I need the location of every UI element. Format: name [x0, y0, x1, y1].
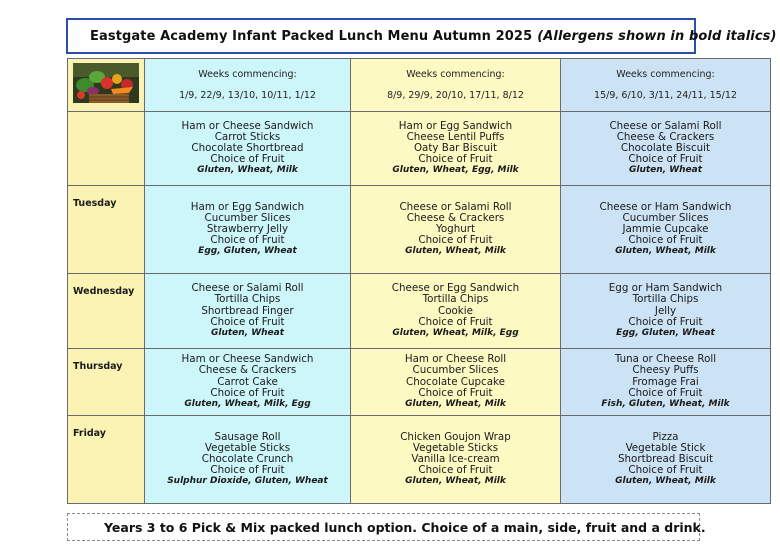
menu-item: Choice of Fruit: [628, 315, 703, 328]
menu-item: Sausage Roll: [214, 430, 281, 443]
menu-item: Cheese or Egg Sandwich: [391, 282, 520, 295]
menu-cell: [561, 349, 771, 416]
menu-item: Egg or Ham Sandwich: [608, 282, 723, 295]
day-label: Thursday: [68, 349, 145, 416]
allergen-list: Gluten, Wheat, Milk, Egg: [392, 327, 519, 338]
menu-cell: [145, 186, 351, 274]
menu-item: Choice of Fruit: [210, 234, 285, 247]
day-label: Friday: [68, 416, 145, 504]
menu-item: Choice of Fruit: [628, 234, 703, 247]
menu-item: Cheesy Puffs: [632, 364, 699, 377]
menu-item: Oaty Bar Biscuit: [413, 142, 498, 154]
allergen-list: Gluten, Wheat, Egg, Milk: [392, 165, 519, 176]
menu-item: Choice of Fruit: [418, 315, 493, 328]
week-label: Weeks commencing:: [406, 69, 505, 80]
menu-item: Choice of Fruit: [418, 464, 493, 477]
week-dates: 1/9, 22/9, 13/10, 10/11, 1/12: [179, 90, 316, 101]
menu-item: Chocolate Shortbread: [191, 142, 304, 154]
menu-cell: [561, 186, 771, 274]
menu-title: [66, 18, 777, 54]
menu-cell: [145, 416, 351, 504]
day-label: Tuesday: [68, 186, 145, 274]
header-row: [68, 59, 771, 112]
day-row: [68, 274, 771, 349]
day-label: [68, 112, 145, 186]
menu-table-body: [68, 59, 771, 504]
menu-cell: [145, 112, 351, 186]
allergen-list: Gluten, Wheat, Milk: [405, 476, 506, 487]
allergen-list: Gluten, Wheat, Milk: [615, 246, 716, 257]
menu-item: Carrot Sticks: [214, 130, 281, 143]
menu-item: Shortbread Biscuit: [617, 453, 713, 465]
pick-and-mix-note: [67, 513, 706, 541]
day-row: [68, 349, 771, 416]
allergen-list: Gluten, Wheat: [210, 327, 285, 338]
menu-item: Cheese or Salami Roll: [399, 200, 512, 213]
allergen-list: Gluten, Wheat, Milk: [615, 476, 716, 487]
menu-cell: [351, 349, 561, 416]
menu-item: Ham or Egg Sandwich: [398, 119, 513, 132]
allergen-list: Sulphur Dioxide, Gluten, Wheat: [167, 476, 328, 487]
menu-item: Chocolate Crunch: [201, 453, 294, 465]
menu-item: Choice of Fruit: [628, 464, 703, 477]
menu-cell: [561, 416, 771, 504]
menu-item: Choice of Fruit: [210, 464, 285, 477]
menu-item: Yoghurt: [435, 223, 476, 235]
menu-cell: [561, 274, 771, 349]
allergen-list: Egg, Gluten, Wheat: [616, 327, 715, 338]
week-label: Weeks commencing:: [198, 69, 297, 80]
title-main: Eastgate Academy Infant Packed Lunch Menu Autumn 2025: [90, 28, 533, 44]
menu-item: Choice of Fruit: [418, 234, 493, 247]
menu-item: Shortbread Finger: [201, 304, 294, 317]
menu-item: Cheese or Salami Roll: [609, 119, 722, 132]
title-allergen-note: (Allergens shown in bold italics): [537, 28, 777, 44]
allergen-list: Gluten, Wheat, Milk: [197, 165, 298, 176]
day-row: [68, 416, 771, 504]
menu-cell: [351, 416, 561, 504]
week-header-1: [145, 59, 351, 112]
menu-item: Choice of Fruit: [418, 386, 493, 399]
menu-item: Carrot Cake: [217, 375, 278, 388]
week-header-2: [351, 59, 561, 112]
menu-item: Strawberry Jelly: [206, 223, 289, 235]
menu-item: Vegetable Sticks: [412, 441, 499, 454]
menu-item: Chicken Goujon Wrap: [400, 430, 511, 443]
week-dates: 8/9, 29/9, 20/10, 17/11, 8/12: [387, 90, 524, 101]
menu-item: Cheese & Crackers: [198, 364, 297, 377]
menu-item: Fromage Frai: [632, 375, 699, 388]
menu-item: Vegetable Sticks: [204, 441, 291, 454]
menu-item: Cheese or Salami Roll: [191, 282, 304, 295]
menu-item: Ham or Cheese Sandwich: [181, 353, 314, 366]
menu-item: Cheese & Crackers: [406, 211, 505, 224]
footer-text: Years 3 to 6 Pick & Mix packed lunch option. Choice of a main, side, fruit and a drink.: [104, 519, 706, 535]
menu-item: Cookie: [438, 304, 473, 317]
menu-item: Choice of Fruit: [210, 153, 285, 166]
menu-item: Tortilla Chips: [632, 293, 699, 306]
allergen-list: Gluten, Wheat, Milk: [405, 246, 506, 257]
menu-item: Vegetable Stick: [625, 441, 706, 454]
menu-item: Ham or Egg Sandwich: [190, 200, 305, 213]
day-row: [68, 112, 771, 186]
menu-item: Tuna or Cheese Roll: [614, 353, 717, 366]
day-row: [68, 186, 771, 274]
menu-item: Ham or Cheese Roll: [404, 353, 507, 366]
vegetable-image-cell: [68, 59, 145, 112]
menu-item: Cucumber Slices: [412, 364, 499, 377]
week-header-3: [561, 59, 771, 112]
allergen-list: Gluten, Wheat, Milk, Egg: [184, 398, 311, 409]
menu-cell: [145, 349, 351, 416]
menu-item: Choice of Fruit: [210, 315, 285, 328]
menu-cell: [561, 112, 771, 186]
day-label: Wednesday: [68, 274, 145, 349]
menu-item: Tortilla Chips: [214, 293, 281, 306]
allergen-list: Egg, Gluten, Wheat: [198, 246, 297, 257]
menu-item: Cheese & Crackers: [616, 130, 715, 143]
week-dates: 15/9, 6/10, 3/11, 24/11, 15/12: [594, 90, 737, 101]
menu-item: Choice of Fruit: [628, 153, 703, 166]
menu-table: [67, 58, 771, 504]
week-label: Weeks commencing:: [616, 69, 715, 80]
allergen-list: Fish, Gluten, Wheat, Milk: [601, 398, 730, 409]
menu-cell: [351, 274, 561, 349]
allergen-list: Gluten, Wheat: [628, 165, 703, 176]
menu-item: Jelly: [654, 304, 677, 317]
menu-item: Tortilla Chips: [422, 293, 489, 306]
menu-item: Cucumber Slices: [204, 211, 291, 224]
menu-cell: [145, 274, 351, 349]
menu-item: Cucumber Slices: [622, 211, 709, 224]
menu-item: Choice of Fruit: [418, 153, 493, 166]
menu-item: Ham or Cheese Sandwich: [181, 119, 314, 132]
menu-item: Chocolate Biscuit: [620, 142, 711, 154]
menu-cell: [351, 186, 561, 274]
allergen-list: Gluten, Wheat, Milk: [405, 398, 506, 409]
menu-item: Cheese Lentil Puffs: [406, 130, 505, 143]
menu-item: Cheese or Ham Sandwich: [599, 200, 732, 213]
menu-item: Vanilla Ice-cream: [411, 453, 500, 465]
menu-item: Pizza: [652, 430, 679, 443]
vegetables-basket-image: [73, 63, 139, 103]
menu-item: Choice of Fruit: [210, 386, 285, 399]
menu-item: Chocolate Cupcake: [406, 375, 505, 388]
menu-item: Choice of Fruit: [628, 386, 703, 399]
menu-item: Jammie Cupcake: [622, 223, 709, 235]
menu-cell: [351, 112, 561, 186]
